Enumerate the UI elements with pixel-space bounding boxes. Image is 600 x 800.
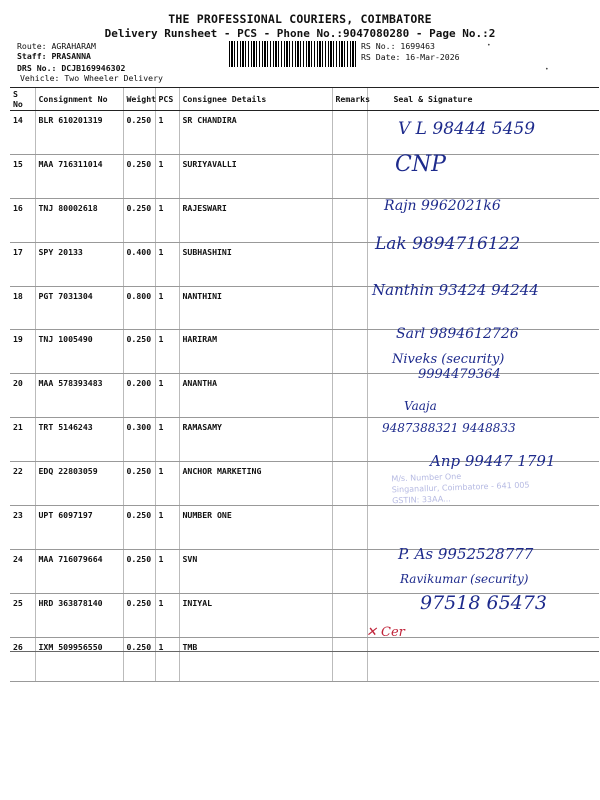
signature-21-phone: 9487388321 9448833 bbox=[382, 421, 516, 435]
col-signature: Seal & Signature bbox=[367, 88, 599, 111]
cell-sno: 25 bbox=[10, 593, 35, 637]
company-stamp bbox=[391, 467, 583, 524]
cell-weight: 0.400 bbox=[123, 242, 155, 286]
signature-25: 97518 65473 bbox=[420, 592, 547, 614]
col-consignment-no: Consignment No bbox=[35, 88, 123, 111]
cell-consignee: HARIRAM bbox=[179, 330, 332, 374]
cell-consignee: RAMASAMY bbox=[179, 418, 332, 462]
cell-sno: 15 bbox=[10, 154, 35, 198]
cell-remarks bbox=[332, 418, 367, 462]
cell-pcs: 1 bbox=[155, 593, 179, 637]
signature-15: CNP bbox=[395, 152, 446, 177]
table-header-row bbox=[10, 88, 599, 111]
signature-19: Sarl 9894612726 bbox=[396, 326, 519, 342]
cell-consignee: SVN bbox=[179, 549, 332, 593]
cell-consignee: SR CHANDIRA bbox=[179, 111, 332, 155]
tick-mark: • bbox=[545, 66, 549, 73]
cell-remarks bbox=[332, 593, 367, 637]
cell-remarks bbox=[332, 506, 367, 550]
vehicle-label: Vehicle: Two Wheeler Delivery bbox=[20, 73, 163, 83]
cell-consignment-no: MAA 716079664 bbox=[35, 549, 123, 593]
cell-signature bbox=[367, 637, 599, 681]
staff-label: Staff: PRASANNA bbox=[17, 51, 91, 61]
cell-pcs: 1 bbox=[155, 549, 179, 593]
cell-sno: 24 bbox=[10, 549, 35, 593]
signature-21-name: Vaaja bbox=[404, 399, 437, 413]
signature-14: V L 98444 5459 bbox=[398, 119, 536, 139]
cell-sno: 23 bbox=[10, 506, 35, 550]
stamp-line-3: GSTIN: 33AA... bbox=[391, 494, 451, 506]
cell-sno: 16 bbox=[10, 198, 35, 242]
col-pcs: PCS bbox=[155, 88, 179, 111]
cell-weight: 0.250 bbox=[123, 198, 155, 242]
cell-pcs: 1 bbox=[155, 154, 179, 198]
table-row bbox=[10, 154, 599, 198]
document-subtitle: Delivery Runsheet - PCS - Phone No.:9047080280 - Page No.:2 bbox=[104, 27, 496, 40]
cell-pcs: 1 bbox=[155, 637, 179, 681]
signature-24-name: P. As 9952528777 bbox=[398, 545, 534, 563]
col-weight: Weight bbox=[123, 88, 155, 111]
cell-weight: 0.250 bbox=[123, 506, 155, 550]
col-consignee: Consignee Details bbox=[179, 88, 332, 111]
col-remarks: Remarks bbox=[332, 88, 367, 111]
signature-17: Lak 9894716122 bbox=[375, 234, 521, 254]
cell-remarks bbox=[332, 198, 367, 242]
cell-pcs: 1 bbox=[155, 506, 179, 550]
cell-consignment-no: PGT 7031304 bbox=[35, 286, 123, 330]
rs-number: RS No.: 1699463 bbox=[361, 41, 435, 51]
cell-remarks bbox=[332, 242, 367, 286]
signature-24-security: Ravikumar (security) bbox=[400, 572, 529, 586]
cell-pcs: 1 bbox=[155, 198, 179, 242]
cell-consignee: SURIYAVALLI bbox=[179, 154, 332, 198]
cell-weight: 0.250 bbox=[123, 111, 155, 155]
cell-sno: 14 bbox=[10, 111, 35, 155]
cell-remarks bbox=[332, 286, 367, 330]
signature-22: Anp 99447 1791 bbox=[430, 452, 556, 470]
signature-20-name: Niveks (security) bbox=[392, 352, 505, 367]
cell-sno: 26 bbox=[10, 637, 35, 681]
cell-consignee: INIYAL bbox=[179, 593, 332, 637]
cell-consignee: NANTHINI bbox=[179, 286, 332, 330]
cell-weight: 0.250 bbox=[123, 330, 155, 374]
table-row bbox=[10, 374, 599, 418]
cell-consignment-no: EDQ 22803059 bbox=[35, 462, 123, 506]
signature-26: ✕ Cer bbox=[366, 625, 405, 640]
col-sno: S No bbox=[10, 88, 35, 111]
cell-consignment-no: SPY 20133 bbox=[35, 242, 123, 286]
stamp-line-1: M/s. Number One bbox=[391, 471, 462, 484]
cell-pcs: 1 bbox=[155, 462, 179, 506]
cell-consignee: NUMBER ONE bbox=[179, 506, 332, 550]
cell-consignment-no: MAA 578393483 bbox=[35, 374, 123, 418]
cell-consignment-no: HRD 363878140 bbox=[35, 593, 123, 637]
stamp-line-2: Singanallur, Coimbatore - 641 005 bbox=[391, 480, 530, 495]
cell-pcs: 1 bbox=[155, 242, 179, 286]
barcode bbox=[229, 41, 357, 67]
cell-weight: 0.200 bbox=[123, 374, 155, 418]
cell-remarks bbox=[332, 154, 367, 198]
cell-pcs: 1 bbox=[155, 418, 179, 462]
cell-consignee: SUBHASHINI bbox=[179, 242, 332, 286]
cell-pcs: 1 bbox=[155, 286, 179, 330]
cell-consignment-no: UPT 6097197 bbox=[35, 506, 123, 550]
cell-weight: 0.250 bbox=[123, 462, 155, 506]
table-bottom-rule bbox=[10, 651, 599, 652]
tick-mark: • bbox=[487, 42, 491, 49]
cell-pcs: 1 bbox=[155, 330, 179, 374]
cell-pcs: 1 bbox=[155, 374, 179, 418]
route-label: Route: AGRAHARAM bbox=[17, 41, 96, 51]
cell-consignee: RAJESWARI bbox=[179, 198, 332, 242]
cell-consignment-no: IXM 509956550 bbox=[35, 637, 123, 681]
signature-20-phone: 9994479364 bbox=[418, 367, 501, 382]
rs-date: RS Date: 16-Mar-2026 bbox=[361, 52, 460, 62]
cell-remarks bbox=[332, 374, 367, 418]
cell-consignment-no: BLR 610201319 bbox=[35, 111, 123, 155]
cell-remarks bbox=[332, 330, 367, 374]
cell-sno: 20 bbox=[10, 374, 35, 418]
document-title: THE PROFESSIONAL COURIERS, COIMBATORE bbox=[168, 12, 432, 26]
cell-sno: 22 bbox=[10, 462, 35, 506]
cell-consignee: ANCHOR MARKETING bbox=[179, 462, 332, 506]
cell-sno: 21 bbox=[10, 418, 35, 462]
cell-consignee: ANANTHA bbox=[179, 374, 332, 418]
table-row bbox=[10, 637, 599, 681]
cell-sno: 18 bbox=[10, 286, 35, 330]
cell-remarks bbox=[332, 549, 367, 593]
cell-sno: 17 bbox=[10, 242, 35, 286]
cell-weight: 0.250 bbox=[123, 593, 155, 637]
cell-consignee: TMB bbox=[179, 637, 332, 681]
cell-consignment-no: TRT 5146243 bbox=[35, 418, 123, 462]
cell-remarks bbox=[332, 111, 367, 155]
cell-remarks bbox=[332, 462, 367, 506]
cell-pcs: 1 bbox=[155, 111, 179, 155]
cell-weight: 0.250 bbox=[123, 154, 155, 198]
drs-number: DRS No.: DCJB169946302 bbox=[17, 63, 126, 73]
signature-18: Nanthin 93424 94244 bbox=[372, 281, 539, 299]
cell-consignment-no: TNJ 80002618 bbox=[35, 198, 123, 242]
cell-sno: 19 bbox=[10, 330, 35, 374]
cell-weight: 0.800 bbox=[123, 286, 155, 330]
signature-16: Rajn 9962021k6 bbox=[384, 198, 501, 214]
cell-consignment-no: MAA 716311014 bbox=[35, 154, 123, 198]
cell-weight: 0.300 bbox=[123, 418, 155, 462]
cell-weight: 0.250 bbox=[123, 549, 155, 593]
cell-consignment-no: TNJ 1005490 bbox=[35, 330, 123, 374]
cell-weight: 0.250 bbox=[123, 637, 155, 681]
cell-remarks bbox=[332, 637, 367, 681]
